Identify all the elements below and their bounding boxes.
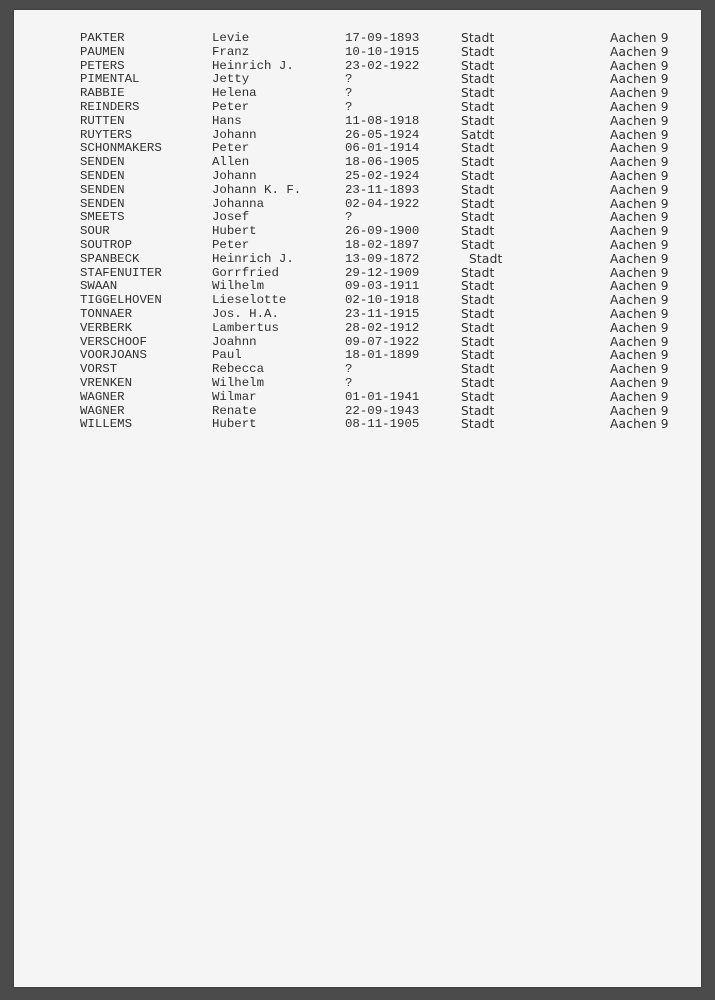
surname-cell: TIGGELHOVEN (80, 293, 162, 308)
first-name-cell: Allen (212, 155, 250, 170)
record-row (14, 335, 701, 349)
place-cell: Stadt (461, 58, 495, 73)
place-cell: Stadt (461, 403, 495, 418)
record-row (14, 128, 701, 142)
birth-date-cell: 10-10-1915 (345, 44, 420, 59)
birth-date-cell: ? (345, 86, 353, 101)
city-cell: Aachen 9 (610, 196, 669, 211)
first-name-cell: Wilhelm (212, 279, 265, 294)
place-cell: Stadt (461, 293, 495, 308)
place-cell: Stadt (461, 389, 495, 404)
surname-cell: PAKTER (80, 31, 125, 45)
record-row (14, 279, 701, 293)
place-cell: Stadt (461, 155, 495, 170)
first-name-cell: Wilhelm (212, 375, 265, 390)
record-row (14, 45, 701, 59)
first-name-cell: Johann K. F. (212, 182, 302, 197)
first-name-cell: Gorrfried (212, 265, 279, 280)
record-list (14, 31, 701, 431)
birth-date-cell: 02-04-1922 (345, 196, 420, 211)
birth-date-cell: 18-01-1899 (345, 348, 420, 363)
birth-date-cell: 08-11-1905 (345, 417, 420, 432)
record-row (14, 238, 701, 252)
birth-date-cell: 09-03-1911 (345, 279, 420, 294)
birth-date-cell: 25-02-1924 (345, 168, 420, 183)
record-row (14, 293, 701, 307)
record-row (14, 31, 701, 45)
place-cell: Stadt (461, 320, 495, 335)
record-row (14, 100, 701, 114)
birth-date-cell: 26-05-1924 (345, 127, 420, 142)
city-cell: Aachen 9 (610, 210, 669, 225)
birth-date-cell: ? (345, 210, 353, 225)
place-cell: Stadt (461, 210, 495, 225)
place-cell: Stadt (461, 334, 495, 349)
first-name-cell: Levie (212, 31, 250, 45)
surname-cell: REINDERS (80, 99, 140, 114)
first-name-cell: Johanna (212, 196, 265, 211)
record-row (14, 197, 701, 211)
city-cell: Aachen 9 (610, 417, 669, 432)
city-cell: Aachen 9 (610, 293, 669, 308)
birth-date-cell: 29-12-1909 (345, 265, 420, 280)
place-cell: Stadt (461, 279, 495, 294)
birth-date-cell: 17-09-1893 (345, 31, 420, 45)
surname-cell: VORST (80, 362, 118, 377)
birth-date-cell: 26-09-1900 (345, 224, 420, 239)
surname-cell: RUYTERS (80, 127, 133, 142)
surname-cell: WAGNER (80, 389, 125, 404)
city-cell: Aachen 9 (610, 251, 669, 266)
city-cell: Aachen 9 (610, 58, 669, 73)
city-cell: Aachen 9 (610, 265, 669, 280)
record-row (14, 348, 701, 362)
document-page (14, 10, 701, 987)
surname-cell: WAGNER (80, 403, 125, 418)
birth-date-cell: 11-08-1918 (345, 113, 420, 128)
first-name-cell: Renate (212, 403, 257, 418)
city-cell: Aachen 9 (610, 320, 669, 335)
record-row (14, 321, 701, 335)
place-cell: Stadt (461, 72, 495, 87)
surname-cell: SENDEN (80, 155, 125, 170)
record-row (14, 252, 701, 266)
place-cell: Stadt (461, 182, 495, 197)
city-cell: Aachen 9 (610, 334, 669, 349)
place-cell: Stadt (461, 265, 495, 280)
city-cell: Aachen 9 (610, 44, 669, 59)
city-cell: Aachen 9 (610, 182, 669, 197)
birth-date-cell: ? (345, 375, 353, 390)
surname-cell: RUTTEN (80, 113, 125, 128)
surname-cell: PAUMEN (80, 44, 125, 59)
first-name-cell: Peter (212, 99, 250, 114)
record-row (14, 362, 701, 376)
surname-cell: VOORJOANS (80, 348, 147, 363)
city-cell: Aachen 9 (610, 362, 669, 377)
place-cell: Stadt (461, 375, 495, 390)
city-cell: Aachen 9 (610, 375, 669, 390)
birth-date-cell: 23-11-1893 (345, 182, 420, 197)
birth-date-cell: 22-09-1943 (345, 403, 420, 418)
first-name-cell: Helena (212, 86, 257, 101)
first-name-cell: Jos. H.A. (212, 306, 279, 321)
first-name-cell: Jetty (212, 72, 250, 87)
surname-cell: SPANBECK (80, 251, 140, 266)
first-name-cell: Hubert (212, 224, 257, 239)
birth-date-cell: 28-02-1912 (345, 320, 420, 335)
city-cell: Aachen 9 (610, 99, 669, 114)
first-name-cell: Lambertus (212, 320, 279, 335)
first-name-cell: Peter (212, 141, 250, 156)
first-name-cell: Josef (212, 210, 250, 225)
surname-cell: SENDEN (80, 182, 125, 197)
city-cell: Aachen 9 (610, 306, 669, 321)
surname-cell: VERSCHOOF (80, 334, 147, 349)
city-cell: Aachen 9 (610, 279, 669, 294)
city-cell: Aachen 9 (610, 86, 669, 101)
place-cell: Stadt (461, 113, 495, 128)
record-row (14, 155, 701, 169)
city-cell: Aachen 9 (610, 389, 669, 404)
birth-date-cell: 18-06-1905 (345, 155, 420, 170)
birth-date-cell: ? (345, 99, 353, 114)
surname-cell: SENDEN (80, 168, 125, 183)
place-cell: Stadt (461, 99, 495, 114)
city-cell: Aachen 9 (610, 237, 669, 252)
surname-cell: SOUTROP (80, 237, 133, 252)
record-row (14, 266, 701, 280)
first-name-cell: Johann (212, 168, 257, 183)
city-cell: Aachen 9 (610, 31, 669, 45)
record-row (14, 417, 701, 431)
record-row (14, 307, 701, 321)
place-cell: Stadt (461, 362, 495, 377)
first-name-cell: Franz (212, 44, 250, 59)
surname-cell: SENDEN (80, 196, 125, 211)
place-cell: Stadt (461, 306, 495, 321)
place-cell: Stadt (461, 348, 495, 363)
place-cell: Stadt (469, 251, 503, 266)
surname-cell: SCHONMAKERS (80, 141, 162, 156)
surname-cell: VERBERK (80, 320, 133, 335)
record-row (14, 390, 701, 404)
surname-cell: STAFENUITER (80, 265, 162, 280)
place-cell: Stadt (461, 224, 495, 239)
record-row (14, 114, 701, 128)
city-cell: Aachen 9 (610, 224, 669, 239)
first-name-cell: Lieselotte (212, 293, 287, 308)
surname-cell: SMEETS (80, 210, 125, 225)
surname-cell: TONNAER (80, 306, 133, 321)
birth-date-cell: 09-07-1922 (345, 334, 420, 349)
first-name-cell: Joahnn (212, 334, 257, 349)
first-name-cell: Hubert (212, 417, 257, 432)
place-cell: Stadt (461, 168, 495, 183)
record-row (14, 183, 701, 197)
first-name-cell: Johann (212, 127, 257, 142)
place-cell: Stadt (461, 141, 495, 156)
birth-date-cell: 01-01-1941 (345, 389, 420, 404)
first-name-cell: Peter (212, 237, 250, 252)
record-row (14, 376, 701, 390)
first-name-cell: Heinrich J. (212, 58, 294, 73)
city-cell: Aachen 9 (610, 168, 669, 183)
birth-date-cell: 23-11-1915 (345, 306, 420, 321)
surname-cell: SOUR (80, 224, 110, 239)
birth-date-cell: 23-02-1922 (345, 58, 420, 73)
city-cell: Aachen 9 (610, 113, 669, 128)
record-row (14, 72, 701, 86)
place-cell: Stadt (461, 44, 495, 59)
first-name-cell: Hans (212, 113, 242, 128)
birth-date-cell: 06-01-1914 (345, 141, 420, 156)
first-name-cell: Rebecca (212, 362, 265, 377)
first-name-cell: Wilmar (212, 389, 257, 404)
record-row (14, 404, 701, 418)
record-row (14, 141, 701, 155)
place-cell: Stadt (461, 196, 495, 211)
surname-cell: PETERS (80, 58, 125, 73)
city-cell: Aachen 9 (610, 403, 669, 418)
surname-cell: WILLEMS (80, 417, 133, 432)
record-row (14, 59, 701, 73)
surname-cell: RABBIE (80, 86, 125, 101)
birth-date-cell: 02-10-1918 (345, 293, 420, 308)
place-cell: Stadt (461, 417, 495, 432)
place-cell: Stadt (461, 31, 495, 45)
record-row (14, 210, 701, 224)
record-row (14, 169, 701, 183)
first-name-cell: Heinrich J. (212, 251, 294, 266)
birth-date-cell: 18-02-1897 (345, 237, 420, 252)
place-cell: Satdt (461, 127, 495, 142)
city-cell: Aachen 9 (610, 155, 669, 170)
city-cell: Aachen 9 (610, 348, 669, 363)
city-cell: Aachen 9 (610, 127, 669, 142)
city-cell: Aachen 9 (610, 72, 669, 87)
surname-cell: SWAAN (80, 279, 118, 294)
birth-date-cell: 13-09-1872 (345, 251, 420, 266)
birth-date-cell: ? (345, 362, 353, 377)
birth-date-cell: ? (345, 72, 353, 87)
place-cell: Stadt (461, 86, 495, 101)
surname-cell: PIMENTAL (80, 72, 140, 87)
city-cell: Aachen 9 (610, 141, 669, 156)
record-row (14, 224, 701, 238)
first-name-cell: Paul (212, 348, 242, 363)
record-row (14, 86, 701, 100)
surname-cell: VRENKEN (80, 375, 133, 390)
place-cell: Stadt (461, 237, 495, 252)
